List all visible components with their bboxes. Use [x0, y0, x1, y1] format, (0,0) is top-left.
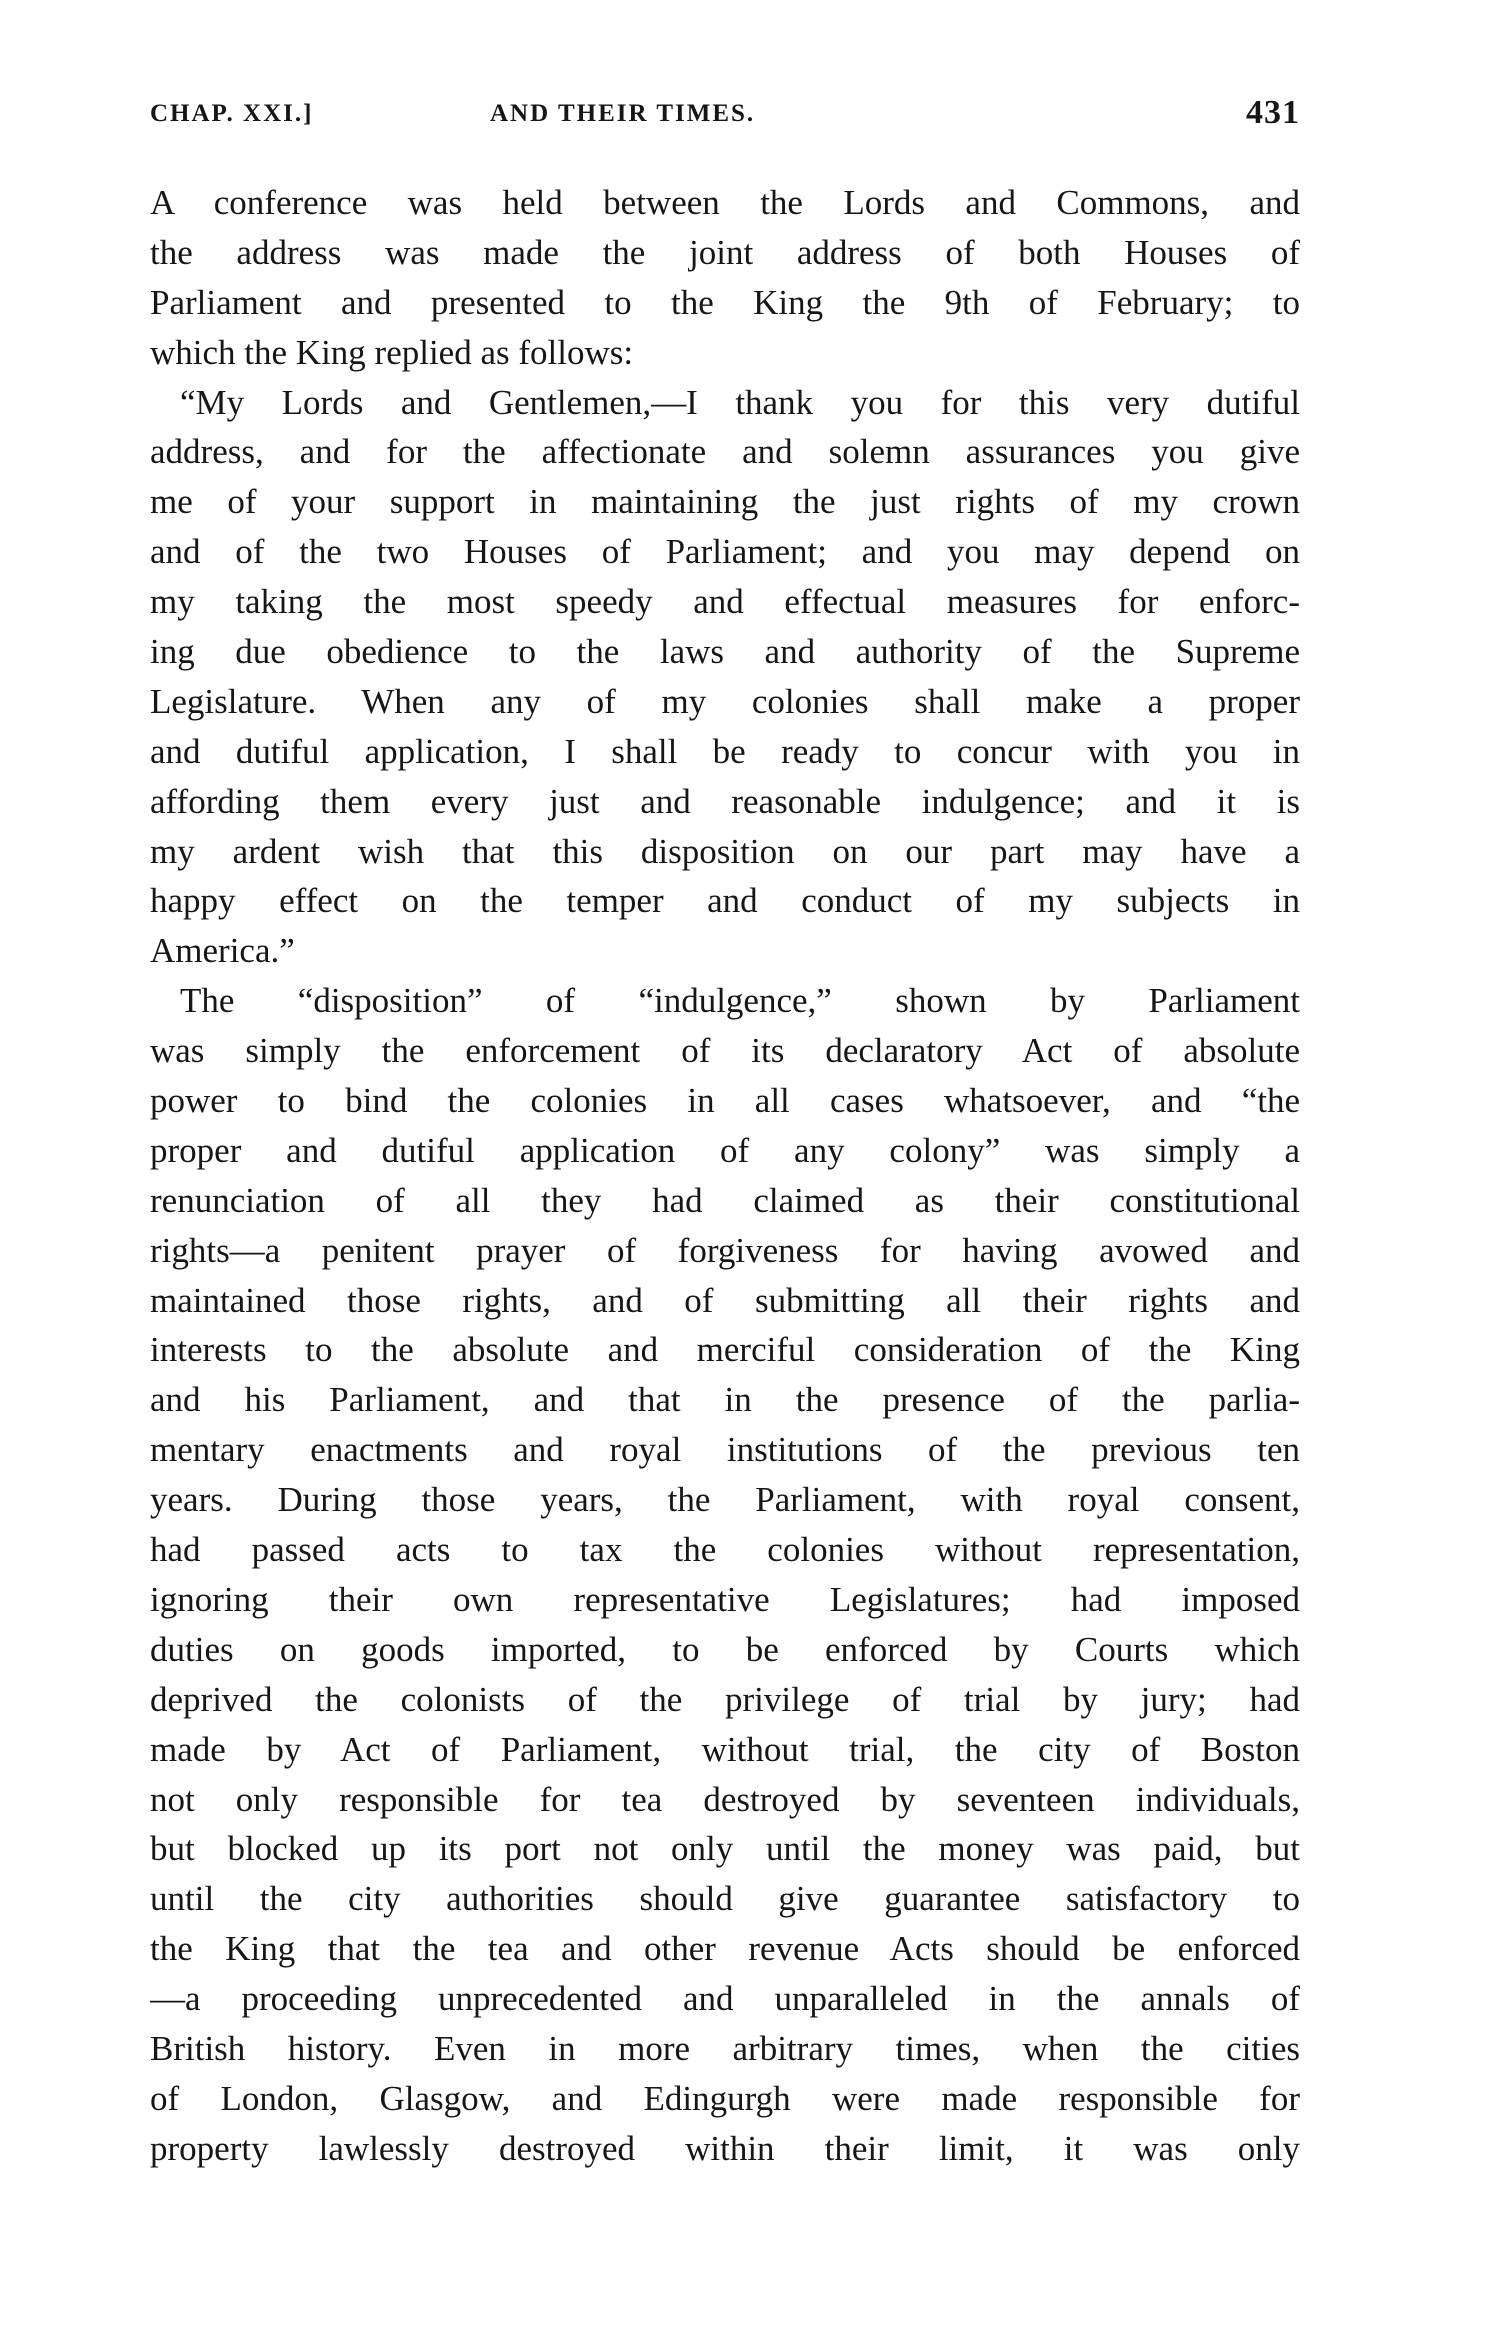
running-title: AND THEIR TIMES.: [490, 100, 756, 127]
text-line: was simply the enforcement of its declaratory Act of absolute: [150, 1031, 1300, 1071]
text-line: power to bind the colonies in all cases whatsoever, and “the: [150, 1081, 1300, 1121]
text-line: years. During those years, the Parliament, with royal consent,: [150, 1480, 1300, 1520]
text-line: my taking the most speedy and effectual measures for enforc-: [150, 582, 1300, 622]
text-line: Parliament and presented to the King the 9th of February; to: [150, 282, 1300, 322]
chapter-label: CHAP. XXI.]: [150, 100, 314, 127]
text-line: interests to the absolute and merciful consideration of the King: [150, 1330, 1300, 1370]
text-line: and dutiful application, I shall be ready to concur with you in: [150, 731, 1300, 771]
text-line: property lawlessly destroyed within their limit, it was only: [150, 2128, 1300, 2168]
text-line: —a proceeding unprecedented and unparalleled in the annals of: [150, 1979, 1300, 2019]
text-line: rights—a penitent prayer of forgiveness for having avowed and: [150, 1230, 1300, 1270]
text-line: Legislature. When any of my colonies shall make a proper: [150, 681, 1300, 721]
text-line: the King that the tea and other revenue Acts should be enforced: [150, 1929, 1300, 1969]
text-line: duties on goods imported, to be enforced by Courts which: [150, 1629, 1300, 1669]
text-line: America.”: [150, 931, 295, 971]
running-header: [150, 94, 1300, 160]
text-line: British history. Even in more arbitrary times, when the cities: [150, 2028, 1300, 2068]
text-line: had passed acts to tax the colonies without representation,: [150, 1530, 1300, 1570]
text-line: not only responsible for tea destroyed by seventeen individuals,: [150, 1779, 1300, 1819]
text-line: the address was made the joint address of both Houses of: [150, 232, 1300, 272]
text-line: “My Lords and Gentlemen,—I thank you for this very dutiful: [180, 382, 1300, 422]
text-line: A conference was held between the Lords and Commons, and: [150, 183, 1300, 222]
text-line: which the King replied as follows:: [150, 332, 634, 372]
text-line: affording them every just and reasonable indulgence; and it is: [150, 781, 1300, 821]
text-line: address, and for the affectionate and solemn assurances you give: [150, 432, 1300, 472]
text-line: renunciation of all they had claimed as their constitutional: [150, 1180, 1300, 1220]
text-line: of London, Glasgow, and Edingurgh were made responsible for: [150, 2078, 1300, 2118]
text-line: my ardent wish that this disposition on our part may have a: [150, 831, 1300, 871]
body-text: [150, 178, 1300, 2174]
text-line: and his Parliament, and that in the presence of the parlia-: [150, 1380, 1300, 1420]
text-line: until the city authorities should give guarantee satisfactory to: [150, 1879, 1300, 1919]
text-line: made by Act of Parliament, without trial, the city of Boston: [150, 1729, 1300, 1769]
text-line: but blocked up its port not only until the money was paid, but: [150, 1829, 1300, 1869]
text-line: me of your support in maintaining the just rights of my crown: [150, 482, 1300, 522]
page-number: 431: [1246, 94, 1300, 131]
text-line: and of the two Houses of Parliament; and you may depend on: [150, 532, 1300, 572]
text-line: proper and dutiful application of any colony” was simply a: [150, 1130, 1300, 1170]
text-line: deprived the colonists of the privilege of trial by jury; had: [150, 1679, 1300, 1719]
text-line: ing due obedience to the laws and authority of the Supreme: [150, 632, 1300, 672]
text-line: ignoring their own representative Legislatures; had imposed: [150, 1579, 1300, 1619]
text-line: The “disposition” of “indulgence,” shown by Parliament: [180, 981, 1300, 1021]
text-line: happy effect on the temper and conduct of my subjects in: [150, 881, 1300, 921]
text-line: maintained those rights, and of submitting all their rights and: [150, 1280, 1300, 1320]
text-line: mentary enactments and royal institutions of the previous ten: [150, 1430, 1300, 1470]
